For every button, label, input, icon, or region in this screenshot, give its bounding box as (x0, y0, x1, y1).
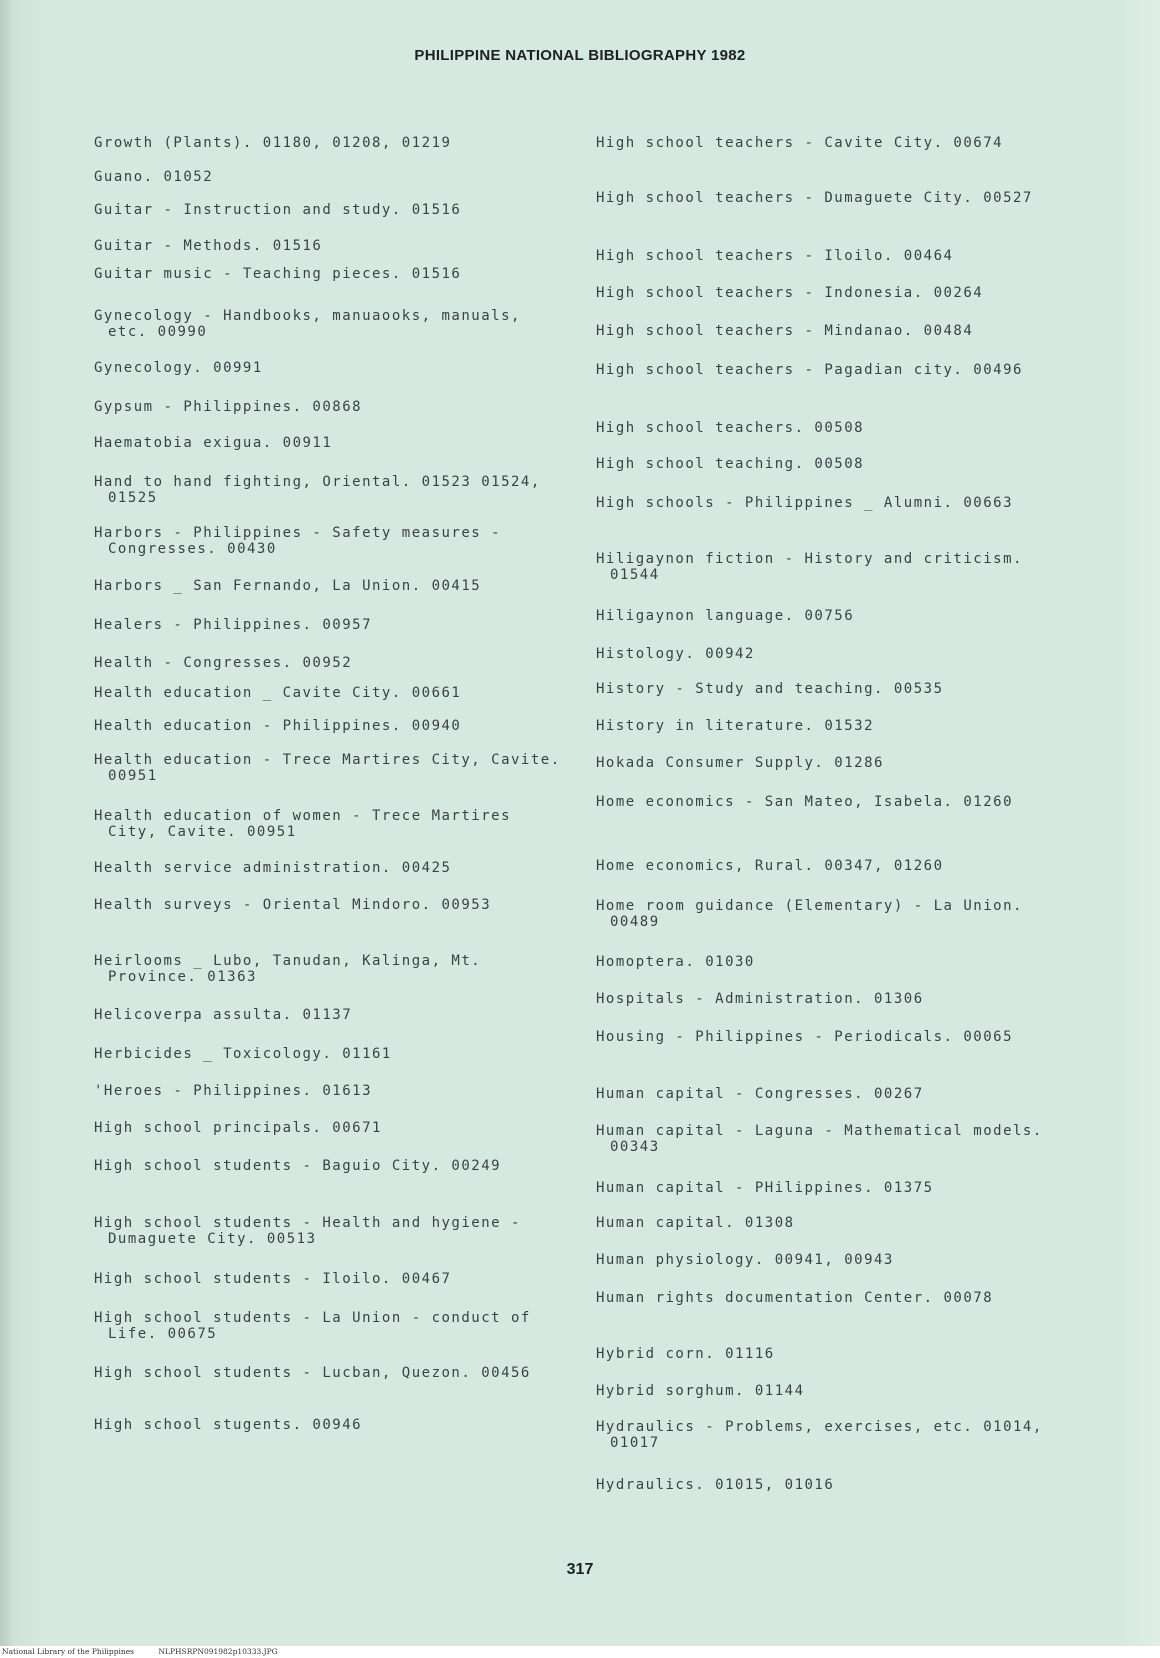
index-entry: High school teachers - Iloilo. 00464 (596, 248, 954, 264)
index-entry: Herbicides _ Toxicology. 01161 (94, 1046, 392, 1062)
index-entry: Growth (Plants). 01180, 01208, 01219 (94, 135, 452, 151)
index-entry: Health education - Philippines. 00940 (94, 718, 462, 734)
page-number: 317 (566, 1561, 594, 1578)
index-entry: History in literature. 01532 (596, 718, 875, 734)
index-entry: Hiligaynon fiction - History and criticism. 01544 (596, 551, 1023, 583)
index-entry: Health - Congresses. 00952 (94, 655, 353, 671)
index-entry: Home economics - San Mateo, Isabela. 01260 (596, 794, 1014, 810)
index-entry: High school teachers - Mindanao. 00484 (596, 323, 974, 339)
index-entry: Homoptera. 01030 (596, 954, 755, 970)
footer-filename: NLPHSRPN091982p10333.JPG (158, 1647, 278, 1656)
index-entry: Health service administration. 00425 (94, 860, 452, 876)
footer-library: National Library of the Philippines (2, 1647, 135, 1656)
index-entry: Gypsum - Philippines. 00868 (94, 399, 363, 415)
index-entry: Hybrid sorghum. 01144 (596, 1383, 805, 1399)
index-entry: High school teachers - Indonesia. 00264 (596, 285, 984, 301)
index-entry: Health surveys - Oriental Mindoro. 00953 (94, 897, 492, 913)
index-entry: Housing - Philippines - Periodicals. 00065 (596, 1029, 1014, 1045)
index-entry: Hand to hand fighting, Oriental. 01523 01524, 01525 (94, 474, 541, 506)
index-entry: High school teachers - Cavite City. 00674 (596, 135, 1004, 151)
index-entry: Haematobia exigua. 00911 (94, 435, 333, 451)
index-entry: Hybrid corn. 01116 (596, 1346, 775, 1362)
index-entry: High schools - Philippines _ Alumni. 00663 (596, 495, 1014, 511)
index-entry: Harbors - Philippines - Safety measures - Congresses. 00430 (94, 525, 502, 557)
scan-footer (0, 1646, 1160, 1658)
index-entry: High school students - Health and hygiene - Dumaguete City. 00513 (94, 1215, 521, 1247)
index-entry: Human physiology. 00941, 00943 (596, 1252, 894, 1268)
index-entry: Human capital - Laguna - Mathematical models. 00343 (596, 1123, 1043, 1155)
index-entry: High school principals. 00671 (94, 1120, 382, 1136)
index-entry: Healers - Philippines. 00957 (94, 617, 373, 633)
index-entry: Hokada Consumer Supply. 01286 (596, 755, 884, 771)
index-entry: Heirlooms _ Lubo, Tanudan, Kalinga, Mt. Province. 01363 (94, 953, 482, 985)
index-entry: Gynecology. 00991 (94, 360, 263, 376)
index-entry: Health education - Trece Martires City, Cavite. 00951 (94, 752, 561, 784)
index-entry: History - Study and teaching. 00535 (596, 681, 944, 697)
index-entry: High school students - La Union - conduct of Life. 00675 (94, 1310, 531, 1342)
index-entry: Hospitals - Administration. 01306 (596, 991, 924, 1007)
index-entry: Histology. 00942 (596, 646, 755, 662)
index-entry: Home room guidance (Elementary) - La Union. 00489 (596, 898, 1023, 930)
index-entry: High school students - Lucban, Quezon. 00456 (94, 1365, 531, 1381)
index-entry: High school stugents. 00946 (94, 1417, 363, 1433)
index-entry: High school teachers - Dumaguete City. 00527 (596, 190, 1033, 206)
index-entry: Hydraulics - Problems, exercises, etc. 01014, 01017 (596, 1419, 1043, 1451)
index-entry: Harbors _ San Fernando, La Union. 00415 (94, 578, 482, 594)
index-entry: High school students - Baguio City. 00249 (94, 1158, 502, 1174)
index-entry: Guitar - Methods. 01516 (94, 238, 323, 254)
index-entry: Hydraulics. 01015, 01016 (596, 1477, 835, 1493)
index-entry: Gynecology - Handbooks, manuaooks, manuals, etc. 00990 (94, 308, 521, 340)
index-entry: High school students - Iloilo. 00467 (94, 1271, 452, 1287)
index-entry: Helicoverpa assulta. 01137 (94, 1007, 353, 1023)
index-entry: Guitar - Instruction and study. 01516 (94, 202, 462, 218)
index-entry: Human capital - PHilippines. 01375 (596, 1180, 934, 1196)
index-entry: High school teachers. 00508 (596, 420, 865, 436)
index-entry: Human capital. 01308 (596, 1215, 795, 1231)
index-entry: Hiligaynon language. 00756 (596, 608, 855, 624)
page-header: PHILIPPINE NATIONAL BIBLIOGRAPHY 1982 (414, 47, 746, 64)
index-entry: Health education of women - Trece Martires City, Cavite. 00951 (94, 808, 512, 840)
index-entry: Guano. 01052 (94, 169, 214, 185)
index-entry: Home economics, Rural. 00347, 01260 (596, 858, 944, 874)
index-entry: High school teaching. 00508 (596, 456, 865, 472)
index-entry: 'Heroes - Philippines. 01613 (94, 1083, 373, 1099)
index-entry: Health education _ Cavite City. 00661 (94, 685, 462, 701)
index-entry: Human rights documentation Center. 00078 (596, 1290, 994, 1306)
index-entry: Human capital - Congresses. 00267 (596, 1086, 924, 1102)
index-entry: High school teachers - Pagadian city. 00496 (596, 362, 1023, 378)
index-entry: Guitar music - Teaching pieces. 01516 (94, 266, 462, 282)
